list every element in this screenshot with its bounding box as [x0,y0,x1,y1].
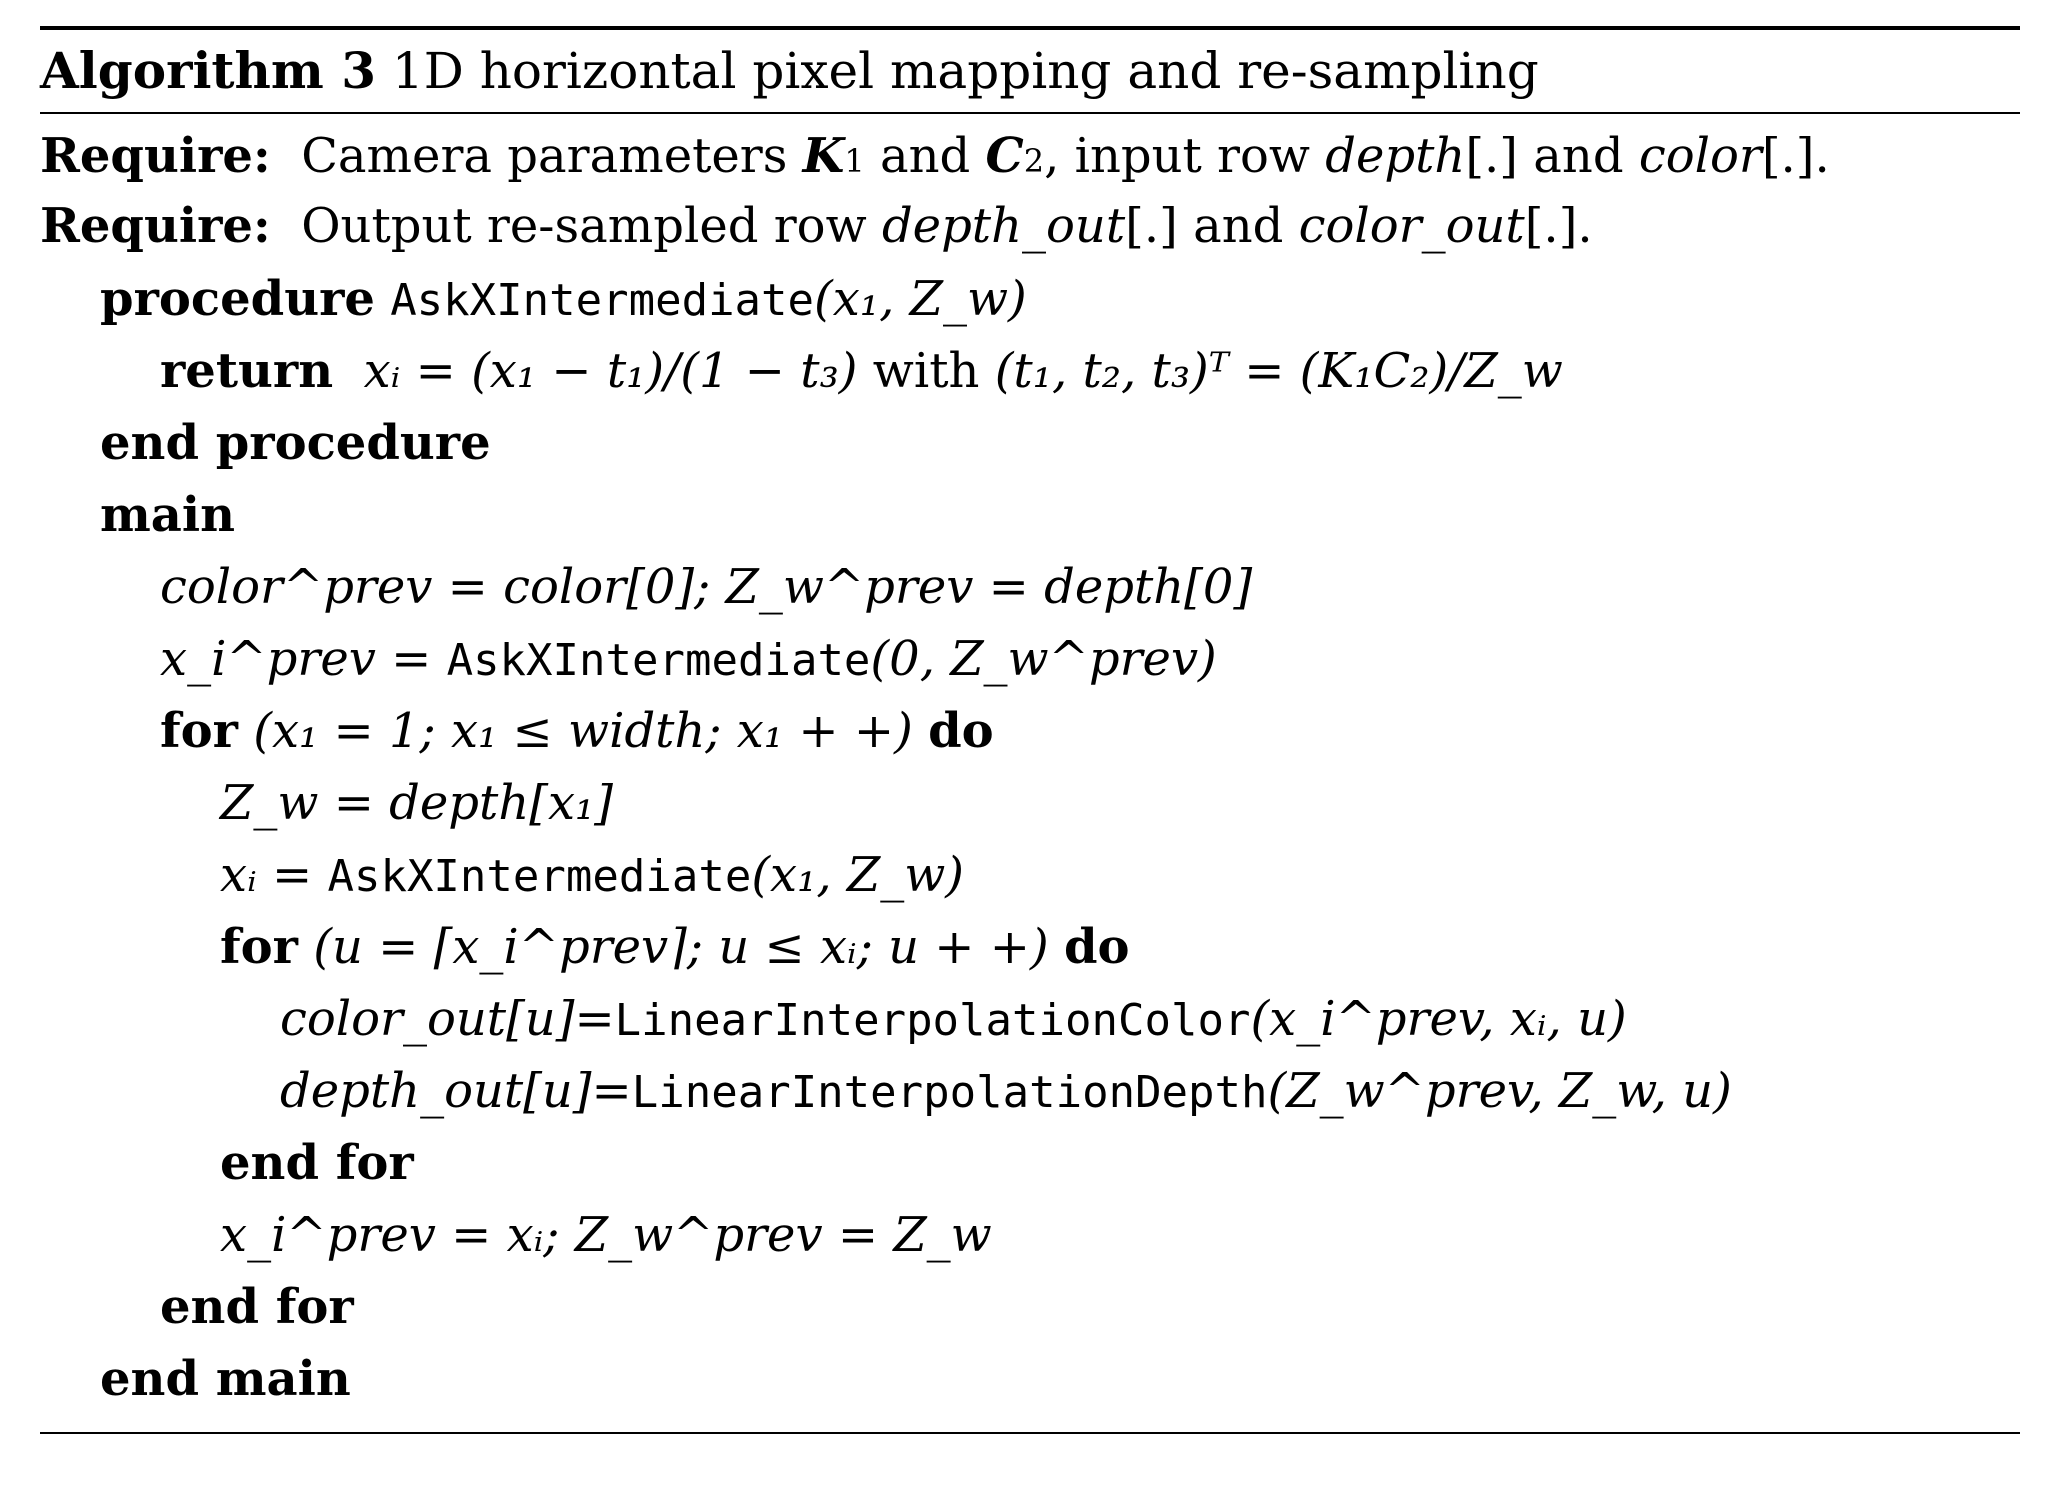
require1-dot-1: [.] [1465,128,1519,184]
return-keyword: return [160,343,334,399]
xi-assign-lhs: xᵢ = [220,847,313,903]
inner-end-for-keyword: end for [220,1135,414,1191]
init-xi-line [160,624,2067,694]
outer-for-keyword: for [160,703,238,759]
outer-for-range: (x₁ = 1; x₁ ≤ width; x₁ + +) [253,703,913,759]
require1-text-3: , input row [1044,128,1310,184]
inner-for-range: (u = ⌈x_i^prev⌉; u ≤ xᵢ; u + +) [313,919,1049,975]
outer-do-keyword: do [928,703,994,759]
caption-rule [40,112,2020,114]
main-keyword: main [100,487,236,543]
require-keyword: Require: [40,128,271,184]
end-main-keyword: end main [100,1351,351,1407]
procedure-line [100,264,2067,334]
require2-dot-1: [.] [1125,198,1178,254]
require2-text-1: Output re-sampled row [301,198,867,254]
color-out-fn: LinearInterpolationColor [614,995,1251,1046]
color-out-args: (x_i^prev, xᵢ, u) [1250,991,1627,1047]
var-depth: depth [1325,128,1466,184]
depth-out-args: (Z_w^prev, Z_w, u) [1267,1063,1732,1119]
bottom-rule [40,1432,2020,1434]
matrix-C: C [985,128,1024,184]
color-out-line [280,984,2067,1054]
return-definition: (t₁, t₂, t₃)ᵀ = (K₁C₂)/Z_w [994,343,1563,399]
init-prev-statement: color^prev = color[0]; Z_w^prev = depth[0] [160,559,1253,615]
update-prev-statement: x_i^prev = xᵢ; Z_w^prev = Z_w [220,1207,992,1263]
color-out-lhs: color_out[u]= [280,991,615,1047]
require1-text-4: and [1533,128,1624,184]
xi-assign-fn: AskXIntermediate [327,851,752,902]
init-xi-fn: AskXIntermediate [446,635,871,686]
var-color-out: color_out [1298,198,1525,254]
inner-for-line [220,912,2067,982]
require1-dot-2: [.]. [1761,128,1830,184]
require-keyword-2: Require: [40,198,271,254]
require2-dot-2: [.]. [1524,198,1593,254]
caption-title: 1D horizontal pixel mapping and re-sampling [391,42,1539,100]
var-depth-out: depth_out [881,198,1126,254]
algorithm-caption [40,36,2020,106]
inner-for-keyword: for [220,919,298,975]
top-rule [40,26,2020,30]
require2-text-2: and [1193,198,1284,254]
zw-assign-line [220,768,2067,838]
end-main-line [100,1344,2067,1414]
depth-out-line [280,1056,2067,1126]
xi-assign-line [220,840,2067,910]
require1-text-1: Camera parameters [301,128,788,184]
outer-end-for-line [160,1272,2067,1342]
require1-text-2: and [879,128,971,184]
end-procedure-line [100,408,2067,478]
var-color: color [1638,128,1762,184]
zw-assign-statement: Z_w = depth[x₁] [220,775,613,831]
depth-out-lhs: depth_out[u]= [280,1063,632,1119]
procedure-keyword: procedure [100,271,375,327]
inner-do-keyword: do [1063,919,1130,975]
return-with: with [872,343,980,399]
init-prev-line [160,552,2067,622]
outer-end-for-keyword: end for [160,1279,354,1335]
init-xi-lhs: x_i^prev = [160,631,432,687]
outer-for-line [160,696,2067,766]
init-xi-args: (0, Z_w^prev) [870,631,1217,687]
return-line [160,336,2067,406]
require-line-1: Require: Camera parameters K 1 and C 2 , input row depth [.] and color [.]. [40,121,2020,191]
update-prev-line [220,1200,2067,1270]
inner-end-for-line [220,1128,2067,1198]
procedure-name: AskXIntermediate [390,275,815,326]
caption-label: Algorithm 3 [40,41,376,100]
require-line-2 [40,191,2020,261]
return-expression: xᵢ = (x₁ − t₁)/(1 − t₃) [363,343,858,399]
main-line [100,480,2067,550]
end-procedure-keyword: end procedure [100,415,491,471]
xi-assign-args: (x₁, Z_w) [751,847,965,903]
procedure-params: (x₁, Z_w) [814,271,1027,327]
depth-out-fn: LinearInterpolationDepth [631,1067,1268,1118]
matrix-K: K [802,128,845,184]
